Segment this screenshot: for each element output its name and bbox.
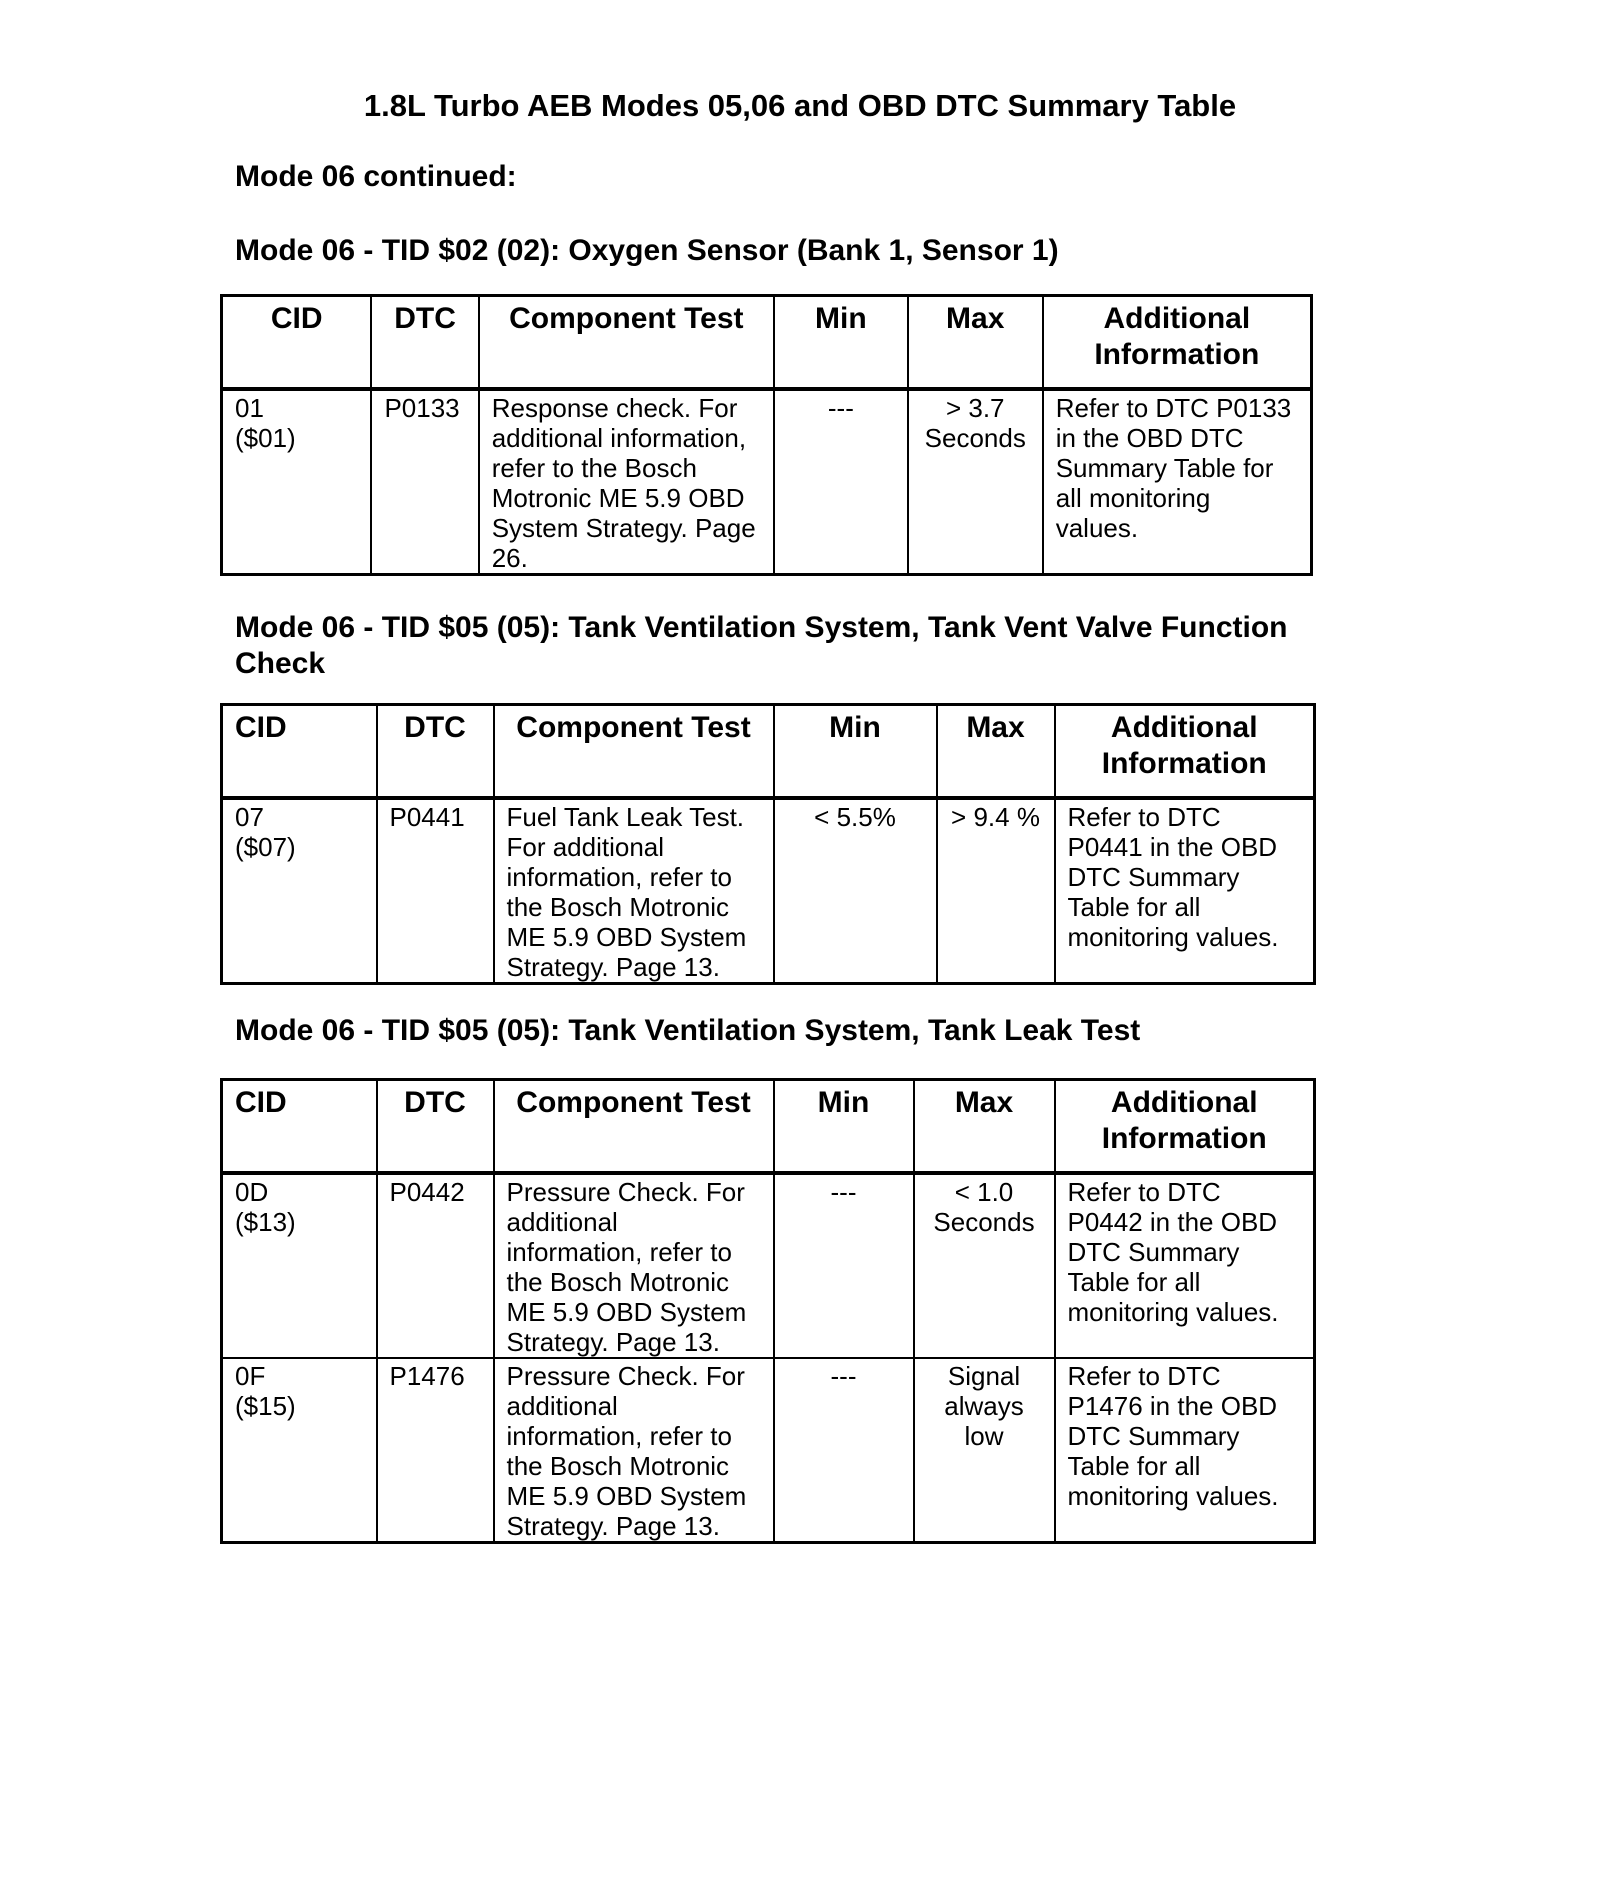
section-heading-oxygen-sensor: Mode 06 - TID $02 (02): Oxygen Sensor (Bank 1, Sensor 1) — [235, 234, 1059, 267]
table-tank-leak-test — [220, 1078, 1316, 1544]
cid-value: 0F — [235, 1361, 266, 1391]
header-max: Max — [908, 296, 1043, 390]
header-cid: CID — [222, 705, 377, 799]
cell-cid — [222, 389, 372, 575]
header-min: Min — [774, 1080, 914, 1174]
header-min: Min — [774, 296, 908, 390]
table-row — [222, 1173, 1315, 1358]
cell-component-test: Fuel Tank Leak Test. For additional information, refer to the Bosch Motronic ME 5.9 OBD System Strategy. Page 13. — [494, 798, 774, 984]
cell-cid — [222, 1358, 377, 1543]
header-component-test: Component Test — [494, 705, 774, 799]
header-dtc: DTC — [377, 1080, 494, 1174]
section-heading-tank-vent-valve: Mode 06 - TID $05 (05): Tank Ventilation System, Tank Vent Valve Function Check — [235, 611, 1288, 680]
cell-min: --- — [774, 1358, 914, 1543]
header-additional-information: Additional Information — [1055, 1080, 1315, 1174]
cell-additional-information: Refer to DTC P0441 in the OBD DTC Summary Table for all monitoring values. — [1055, 798, 1315, 984]
page-title: 1.8L Turbo AEB Modes 05,06 and OBD DTC Summary Table — [363, 88, 1237, 123]
cell-component-test: Pressure Check. For additional information, refer to the Bosch Motronic ME 5.9 OBD System Strategy. Page 13. — [494, 1358, 774, 1543]
cell-cid — [222, 798, 377, 984]
header-min: Min — [774, 705, 937, 799]
cell-component-test: Response check. For additional information, refer to the Bosch Motronic ME 5.9 OBD System Strategy. Page 26. — [479, 389, 774, 575]
cell-max: > 9.4 % — [937, 798, 1055, 984]
cell-max: > 3.7 Seconds — [908, 389, 1043, 575]
cid-hex-value: ($01) — [235, 423, 296, 453]
header-max: Max — [914, 1080, 1055, 1174]
cell-dtc: P0442 — [377, 1173, 494, 1358]
cell-min: --- — [774, 389, 908, 575]
cell-cid — [222, 1173, 377, 1358]
table-header-row — [222, 705, 1315, 799]
header-dtc: DTC — [377, 705, 494, 799]
header-component-test: Component Test — [479, 296, 774, 390]
header-component-test: Component Test — [494, 1080, 774, 1174]
page-subtitle: Mode 06 continued: — [235, 160, 517, 193]
table-tank-vent-valve — [220, 703, 1316, 985]
cell-min: < 5.5% — [774, 798, 937, 984]
section-heading-tank-leak-test: Mode 06 - TID $05 (05): Tank Ventilation System, Tank Leak Test — [235, 1014, 1141, 1047]
cell-additional-information: Refer to DTC P0133 in the OBD DTC Summary Table for all monitoring values. — [1043, 389, 1312, 575]
table-header-row — [222, 296, 1312, 390]
cid-hex-value: ($13) — [235, 1207, 296, 1237]
cid-value: 07 — [235, 802, 264, 832]
table-header-row — [222, 1080, 1315, 1174]
cell-dtc: P0133 — [371, 389, 478, 575]
table-row — [222, 389, 1312, 575]
header-cid: CID — [222, 296, 372, 390]
header-max: Max — [937, 705, 1055, 799]
cid-value: 0D — [235, 1177, 269, 1207]
cell-additional-information: Refer to DTC P1476 in the OBD DTC Summary Table for all monitoring values. — [1055, 1358, 1315, 1543]
header-additional-information: Additional Information — [1055, 705, 1315, 799]
cell-dtc: P0441 — [377, 798, 494, 984]
cell-additional-information: Refer to DTC P0442 in the OBD DTC Summary Table for all monitoring values. — [1055, 1173, 1315, 1358]
table-oxygen-sensor — [220, 294, 1313, 576]
cell-dtc: P1476 — [377, 1358, 494, 1543]
header-additional-information: Additional Information — [1043, 296, 1312, 390]
table-row — [222, 798, 1315, 984]
cid-hex-value: ($15) — [235, 1391, 296, 1421]
cid-hex-value: ($07) — [235, 832, 296, 862]
cid-value: 01 — [235, 393, 264, 423]
cell-component-test: Pressure Check. For additional information, refer to the Bosch Motronic ME 5.9 OBD System Strategy. Page 13. — [494, 1173, 774, 1358]
header-cid: CID — [222, 1080, 377, 1174]
header-dtc: DTC — [371, 296, 478, 390]
cell-max: Signal always low — [914, 1358, 1055, 1543]
table-row — [222, 1358, 1315, 1543]
cell-min: --- — [774, 1173, 914, 1358]
cell-max: < 1.0 Seconds — [914, 1173, 1055, 1358]
